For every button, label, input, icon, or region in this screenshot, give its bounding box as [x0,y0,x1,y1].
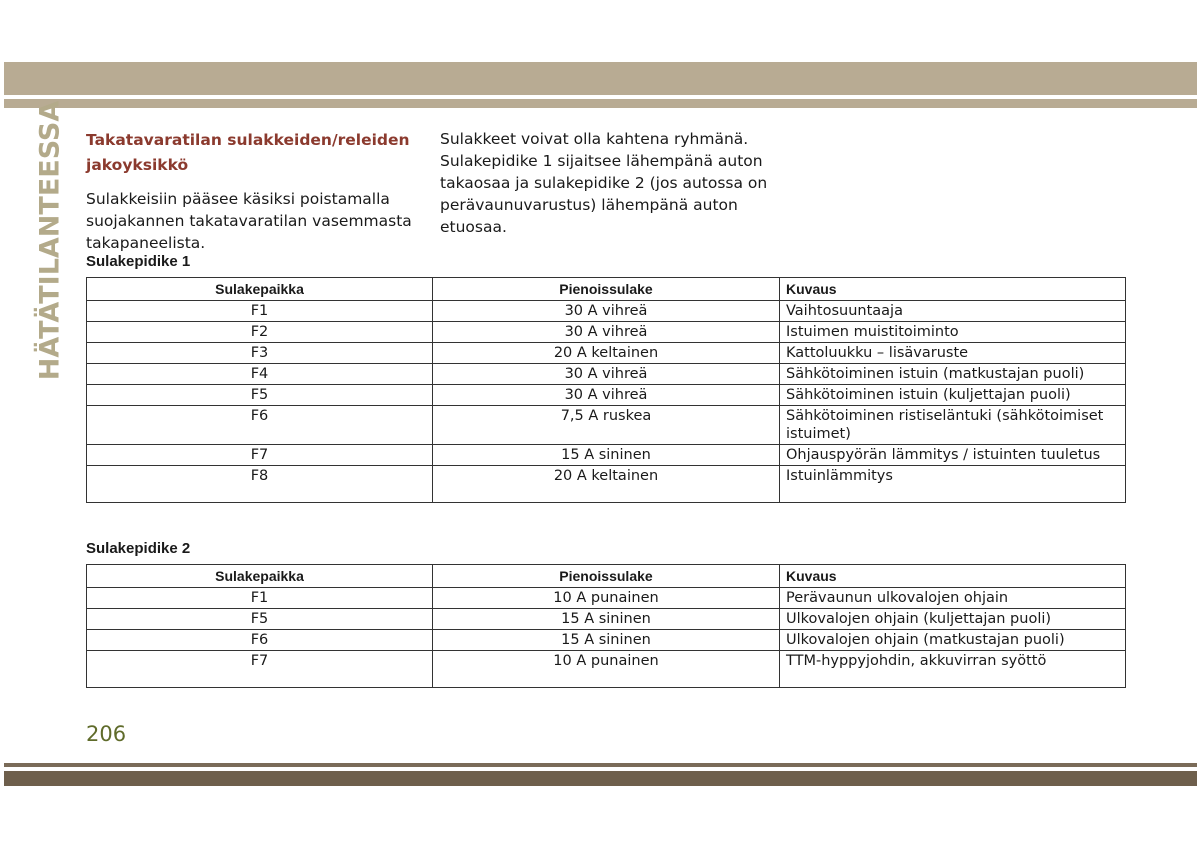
section-title: Takatavaratilan sulakkeiden/releiden jakoyksikkö [86,131,410,174]
table-row [87,406,1126,445]
footer-band [4,771,1197,786]
table-row [87,385,1126,406]
table-row [87,651,1126,688]
fuse-description: Perävaunun ulkovalojen ohjain [780,588,1126,609]
table-header-row [87,565,1126,588]
fuse-description: Sähkötoiminen istuin (matkustajan puoli) [780,364,1126,385]
table-row [87,301,1126,322]
fuse-slot: F5 [87,609,433,630]
table-row [87,609,1126,630]
footer-rule [4,763,1197,767]
fuse-rating: 30 A vihreä [433,385,780,406]
fuse-rating: 20 A keltainen [433,466,780,503]
header-rule [4,99,1197,108]
page-number: 206 [86,722,127,746]
fuse-rating: 10 A punainen [433,588,780,609]
fuse-description: Ulkovalojen ohjain (matkustajan puoli) [780,630,1126,651]
fuse-description: Sähkötoiminen ristiseläntuki (sähkötoimiset istuimet) [780,406,1126,445]
fuse-table-2 [86,564,1126,688]
fuse-slot: F7 [87,651,433,688]
side-tab-label: HÄTÄTILANTEESSA [34,100,66,380]
fuse-rating: 15 A sininen [433,609,780,630]
fuse-rating: 7,5 A ruskea [433,406,780,445]
fuse-rating: 10 A punainen [433,651,780,688]
side-chapter-tab [27,100,73,380]
fuse-slot: F6 [87,630,433,651]
fuse-slot: F7 [87,445,433,466]
column-header: Sulakepaikka [87,565,433,588]
fuse-rating: 30 A vihreä [433,364,780,385]
header-band [4,62,1197,95]
column-header: Kuvaus [780,565,1126,588]
table-row [87,630,1126,651]
fuse-slot: F1 [87,301,433,322]
fuse-slot: F8 [87,466,433,503]
fuse-rating: 20 A keltainen [433,343,780,364]
column-header: Kuvaus [780,278,1126,301]
fuse-description: Istuimen muistitoiminto [780,322,1126,343]
fuse-description: Sähkötoiminen istuin (kuljettajan puoli) [780,385,1126,406]
table-header-row [87,278,1126,301]
table-row [87,588,1126,609]
fuse-rating: 30 A vihreä [433,301,780,322]
fuse-slot: F6 [87,406,433,445]
fuse-description: Ulkovalojen ohjain (kuljettajan puoli) [780,609,1126,630]
fuse-slot: F2 [87,322,433,343]
fuse-description: Kattoluukku – lisävaruste [780,343,1126,364]
column-header: Pienoissulake [433,565,780,588]
fuse-slot: F3 [87,343,433,364]
column-header: Sulakepaikka [87,278,433,301]
fuse-description: Vaihtosuuntaaja [780,301,1126,322]
fuse-table-1 [86,277,1126,503]
table-row [87,466,1126,503]
fuse-rating: 15 A sininen [433,630,780,651]
fuse-slot: F1 [87,588,433,609]
fuse-description: Istuinlämmitys [780,466,1126,503]
fuse-description: TTM-hyppyjohdin, akkuvirran syöttö [780,651,1126,688]
left-paragraph: Sulakkeisiin pääsee käsiksi poistamalla suojakannen takatavaratilan vasemmasta takapaneelista. [86,190,412,252]
table-row [87,343,1126,364]
fuse-description: Ohjauspyörän lämmitys / istuinten tuuletus [780,445,1126,466]
fuse-slot: F5 [87,385,433,406]
right-paragraph: Sulakkeet voivat olla kahtena ryhmänä. Sulakepidike 1 sijaitsee lähempänä auton takaosaa ja sulakepidike 2 (jos autossa on perävaunuvarustus) lähempänä auton etuosaa. [440,130,768,236]
fuse-slot: F4 [87,364,433,385]
fuse-rating: 15 A sininen [433,445,780,466]
table-row [87,364,1126,385]
right-column [440,128,780,238]
column-header: Pienoissulake [433,278,780,301]
table-row [87,322,1126,343]
fuse-rating: 30 A vihreä [433,322,780,343]
table-row [87,445,1126,466]
table1-caption: Sulakepidike 1 [86,253,191,270]
left-column [86,128,416,254]
table2-caption: Sulakepidike 2 [86,540,191,557]
